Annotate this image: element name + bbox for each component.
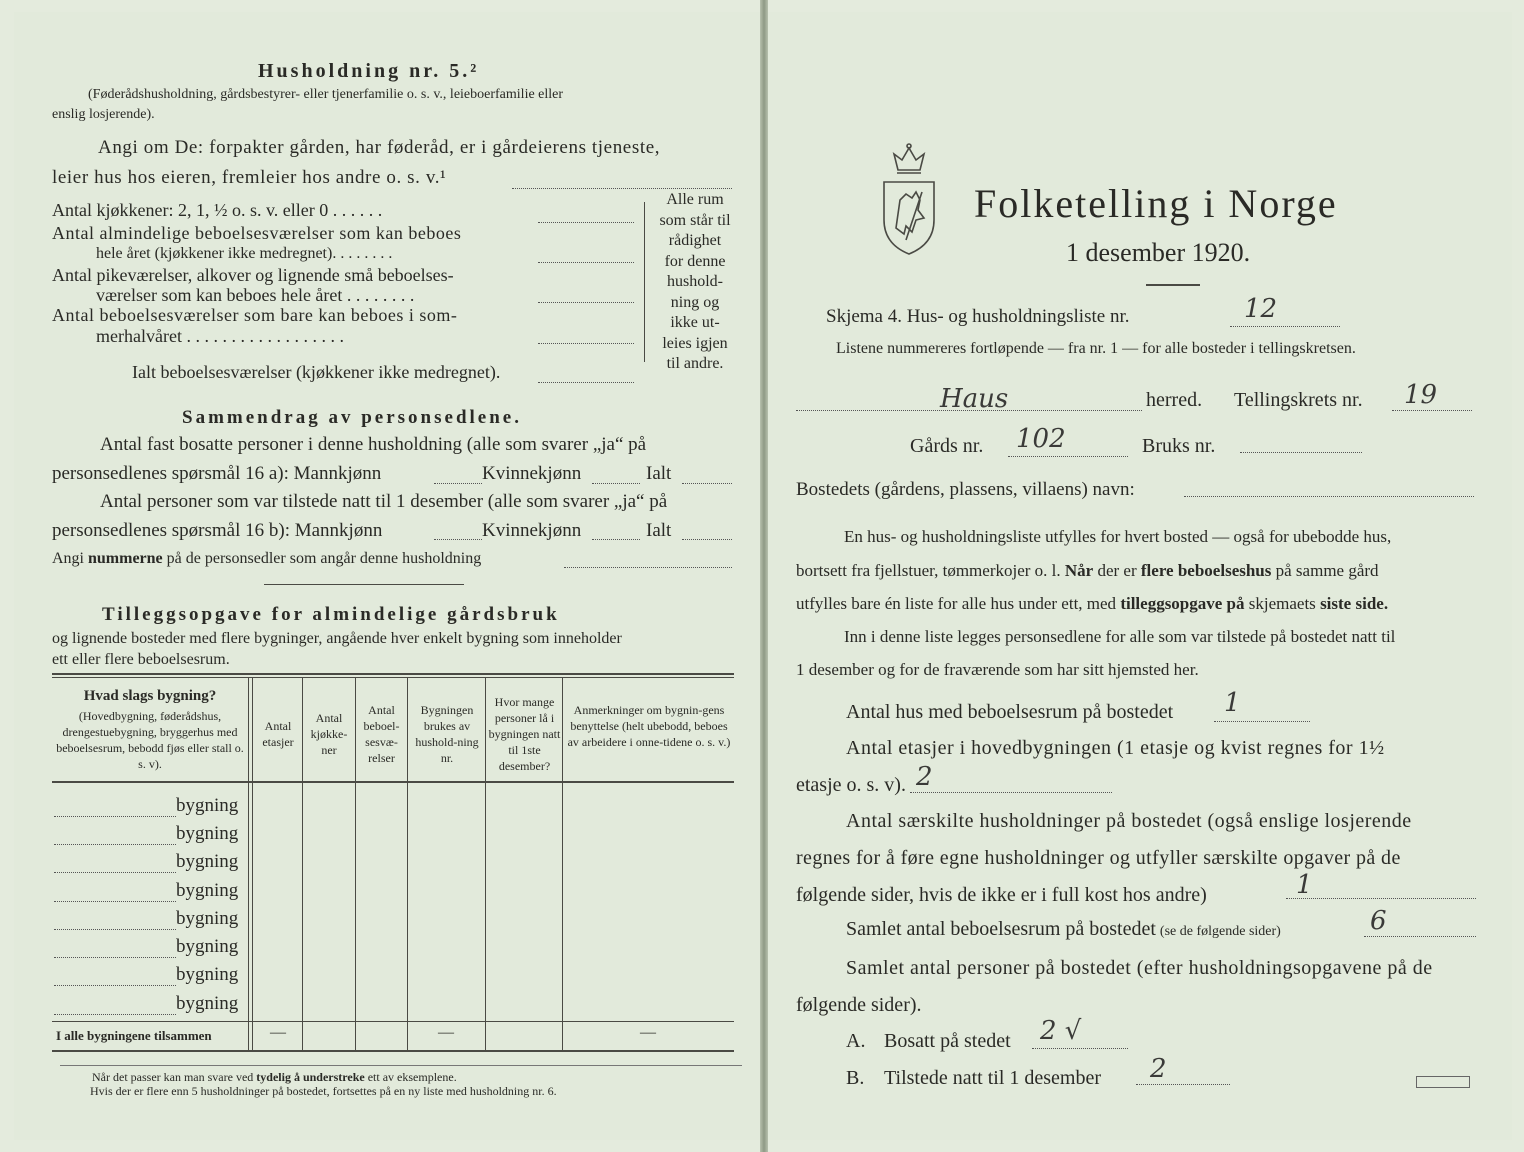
side-note-line: ning og (670, 293, 720, 311)
summary-title: Sammendrag av personsedlene. (182, 407, 522, 428)
answer-line (592, 483, 640, 484)
angi-numbers (52, 550, 481, 568)
text: Når (1064, 561, 1094, 580)
rooms-summer: Antal beboelsesværelser som bare kan beboes i som- (52, 305, 458, 325)
rooms-label (846, 918, 1281, 941)
row-line (54, 816, 176, 817)
table-col-rule (407, 677, 408, 1050)
text: Når det passer kan man svare ved (92, 1070, 254, 1084)
table-col-rule (252, 677, 253, 1050)
table-row: bygning (176, 795, 239, 816)
answer-line (1008, 456, 1128, 457)
col-header-building: Hvad slags bygning? (83, 688, 217, 704)
persons-label-2: følgende sider). (796, 994, 922, 1016)
side-note-line: for denne (664, 252, 726, 270)
side-note-line: til andre. (666, 355, 724, 372)
answer-line (1230, 326, 1340, 327)
right-page (768, 12, 1512, 1140)
table-total-dash: — (640, 1024, 656, 1041)
text: siste side. (1320, 594, 1389, 613)
rooms-kitchens: Antal kjøkkener: 2, 1, ½ o. s. v. eller 0 . . . . . . (52, 200, 383, 220)
col-header-building-sub: (Hovedbygning, føderådshus, drengestuebygning, bryggerhus med beboelsesrum, bebodd fjøs eller stall o. s. v). (56, 709, 244, 771)
krets-label: Tellingskrets nr. (1234, 389, 1363, 411)
coat-of-arms-icon (876, 140, 942, 261)
answer-line (434, 483, 482, 484)
text: ett av eksemplene. (367, 1070, 457, 1084)
table-row: bygning (176, 851, 239, 872)
summary-line: Kvinnekjønn (482, 520, 582, 541)
row-line (54, 1014, 176, 1015)
table-col-rule (562, 677, 563, 1050)
rooms-ordinary: Antal almindelige beboelsesværelser som kan beboes (52, 223, 462, 243)
angi-text: Angi om De: forpakter gården, har føderåd, er i gårdeierens tjeneste, (98, 137, 661, 158)
answer-line (1364, 936, 1476, 937)
table-total-dash: — (270, 1024, 286, 1041)
instruction: En hus- og husholdningsliste utfylles for hvert bosted — også for ubebodde hus, (844, 527, 1392, 546)
side-note-line: rådighet (668, 232, 722, 249)
table-head-rule (52, 781, 734, 783)
rooms-ordinary-2: hele året (kjøkkener ikke medregnet). . . . . . . . (96, 245, 393, 262)
table-row: bygning (176, 993, 239, 1014)
answer-line (1184, 496, 1474, 497)
instruction: Inn i denne liste legges personsedlene for alle som var tilstede på bostedet natt til (844, 627, 1396, 646)
schema-label: Skjema 4. Hus- og husholdningsliste nr. (826, 306, 1130, 327)
herred-label: herred. (1146, 389, 1203, 411)
text: tydelig å understreke (256, 1070, 365, 1084)
answer-line (538, 343, 634, 344)
text: flere beboelseshus (1140, 561, 1272, 580)
table-total-label: I alle bygningene tilsammen (56, 1028, 212, 1043)
angi-text-2: leier hus hos eieren, fremleier hos andre o. s. v.¹ (52, 167, 447, 188)
answer-line (564, 567, 732, 568)
text: (se de følgende sider) (1159, 924, 1281, 939)
household-note-2: enslig losjerende). (52, 107, 155, 122)
text: på de personsedler som angår denne husholdning (166, 550, 482, 567)
answer-line (682, 539, 732, 540)
answer-line (910, 792, 1112, 793)
col-header-floors: Antal etasjer (262, 719, 294, 749)
present-value: 2 (1150, 1054, 1167, 1084)
instruction (796, 561, 1379, 581)
numbering-note: Listene nummereres fortløpende — fra nr. 1 — for alle bosteder i tellingskretsen. (836, 340, 1356, 357)
footnote: Hvis der er flere enn 5 husholdninger på bostedet, fortsettes på en ny liste med husholdning nr. 6. (90, 1084, 557, 1098)
floors-value: 2 (916, 762, 933, 792)
left-page (14, 12, 760, 1140)
row-line (54, 957, 176, 958)
row-line (54, 985, 176, 986)
table-total-rule (52, 1021, 734, 1022)
answer-line (1214, 721, 1310, 722)
answer-line (1392, 410, 1472, 411)
col-header-persons: Hvor mange personer lå i bygningen natt til 1ste desember? (488, 695, 561, 773)
bruks-label: Bruks nr. (1142, 435, 1216, 457)
summary-line: Antal fast bosatte personer i denne husholdning (alle som svarer „ja“ på (100, 434, 647, 455)
col-header-remarks: Anmerkninger om bygnin-gens benyttelse (helt ubebodd, beboes av arbeidere i onne-tidene o. s. v.) (567, 703, 731, 749)
table-top-rule (52, 677, 734, 678)
text: Samlet antal beboelsesrum på bostedet (846, 918, 1156, 940)
houses-label: Antal hus med beboelsesrum på bostedet (846, 701, 1174, 723)
answer-line (592, 539, 640, 540)
side-note-line: Alle rum (666, 191, 724, 208)
side-note-line: ikke ut- (670, 314, 720, 331)
supplement-line: ett eller flere beboelsesrum. (52, 651, 230, 668)
answer-line (1240, 452, 1362, 453)
instruction: 1 desember og for de fraværende som har sitt hjemsted her. (796, 660, 1199, 679)
footnote (92, 1070, 457, 1085)
rooms-value: 6 (1370, 906, 1387, 936)
text: skjemaets (1248, 594, 1316, 613)
houses-value: 1 (1224, 688, 1241, 718)
table-total-dash: — (438, 1024, 454, 1041)
summary-line: Kvinnekjønn (482, 463, 582, 484)
resident-text: Bosatt på stedet (884, 1030, 1011, 1052)
footnote-rule (60, 1065, 742, 1066)
book-spine (760, 0, 768, 1152)
text: utfylles bare én liste for alle hus under ett, med (796, 594, 1117, 613)
row-line (54, 901, 176, 902)
row-line (54, 872, 176, 873)
col-header-used-by: Bygningen brukes av hushold-ning nr. (415, 703, 479, 765)
answer-line (1032, 1048, 1128, 1049)
title-divider (1146, 284, 1200, 286)
text: på samme gård (1275, 561, 1379, 580)
answer-line (538, 302, 634, 303)
form-date: 1 desember 1920. (1066, 238, 1251, 267)
answer-line (538, 382, 634, 383)
table-row: bygning (176, 936, 239, 957)
answer-line (682, 483, 732, 484)
rooms-maids: Antal pikeværelser, alkover og lignende små beboelses- (52, 265, 454, 285)
answer-line (1286, 898, 1476, 899)
household-title: Husholdning nr. 5.² (258, 60, 480, 82)
gards-label: Gårds nr. (910, 435, 984, 457)
floors-label: Antal etasjer i hovedbygningen (1 etasje og kvist regnes for 1½ (846, 737, 1385, 759)
households-label-2: regnes for å føre egne husholdninger og utfyller særskilte opgaver på de (796, 847, 1401, 869)
summary-line: personsedlenes spørsmål 16 b): Mannkjønn (52, 520, 383, 541)
row-line (54, 844, 176, 845)
table-row: bygning (176, 964, 239, 985)
gards-value: 102 (1016, 424, 1066, 454)
answer-line (434, 539, 482, 540)
form-title: Folketelling i Norge (974, 181, 1338, 226)
printer-stamp (1416, 1076, 1470, 1088)
table-col-rule (485, 677, 486, 1050)
floors-label-2: etasje o. s. v). (796, 774, 906, 796)
text: nummerne (88, 550, 163, 567)
table-bottom-rule (52, 1050, 734, 1052)
answer-line (538, 222, 634, 223)
side-note-line: leies igjen (662, 334, 728, 352)
angi-answer-line (512, 188, 732, 189)
table-top-rule (52, 673, 734, 675)
bracket (644, 202, 645, 362)
household-note: (Føderådshusholdning, gårdsbestyrer- eller tjenerfamilie o. s. v., leieboerfamilie eller (88, 87, 564, 102)
krets-value: 19 (1404, 380, 1438, 410)
table-row: bygning (176, 823, 239, 844)
answer-line (796, 410, 1142, 411)
herred-value: Haus (940, 384, 1009, 414)
side-note-line: som står til (659, 211, 731, 229)
side-note-line: hushold- (667, 273, 723, 290)
schema-value: 12 (1244, 294, 1278, 324)
supplement-line: og lignende bosteder med flere bygninger, angående hver enkelt bygning som inneholder (52, 630, 622, 647)
rooms-total: Ialt beboelsesværelser (kjøkkener ikke medregnet). (132, 362, 501, 382)
summary-line: personsedlenes spørsmål 16 a): Mannkjønn (52, 463, 382, 484)
households-label: Antal særskilte husholdninger på bostedet (også enslige losjerende (846, 810, 1412, 832)
rooms-maids-2: værelser som kan beboes hele året . . . . . . . . (96, 285, 415, 305)
bosted-label: Bostedets (gårdens, plassens, villaens) navn: (796, 479, 1135, 500)
answer-line (1136, 1084, 1230, 1085)
text: tilleggsopgave på (1120, 594, 1245, 613)
summary-line: Antal personer som var tilstede natt til 1 desember (alle som svarer „ja“ på (100, 491, 668, 512)
table-col-rule (248, 677, 249, 1050)
summary-line: Ialt (646, 463, 672, 484)
text: Angi (52, 550, 84, 567)
resident-label: A. (846, 1030, 866, 1052)
table-row: bygning (176, 880, 239, 901)
present-text: Tilstede natt til 1 desember (884, 1067, 1102, 1089)
side-note (650, 190, 740, 375)
table-col-rule (302, 677, 303, 1050)
households-value: 1 (1296, 870, 1313, 900)
present-label: B. (846, 1067, 865, 1089)
persons-label: Samlet antal personer på bostedet (efter husholdningsopgavene på de (846, 957, 1433, 979)
row-line (54, 929, 176, 930)
resident-value: 2 √ (1040, 1016, 1082, 1046)
rooms-summer-2: merhalvåret . . . . . . . . . . . . . . . . . . (96, 326, 344, 346)
supplement-title: Tilleggsopgave for almindelige gårdsbruk (102, 604, 560, 625)
summary-line: Ialt (646, 520, 672, 541)
col-header-rooms: Antal beboel-sesvæ-relser (363, 703, 400, 765)
text: bortsett fra fjellstuer, tømmerkojer o. l. (796, 561, 1061, 580)
instruction (796, 594, 1388, 614)
answer-line (538, 262, 634, 263)
table-row: bygning (176, 908, 239, 929)
col-header-kitchens: Antal kjøkke-ner (310, 711, 348, 757)
text: der er (1097, 561, 1137, 580)
households-label-3: følgende sider, hvis de ikke er i full kost hos andre) (796, 884, 1207, 906)
divider (264, 584, 464, 585)
